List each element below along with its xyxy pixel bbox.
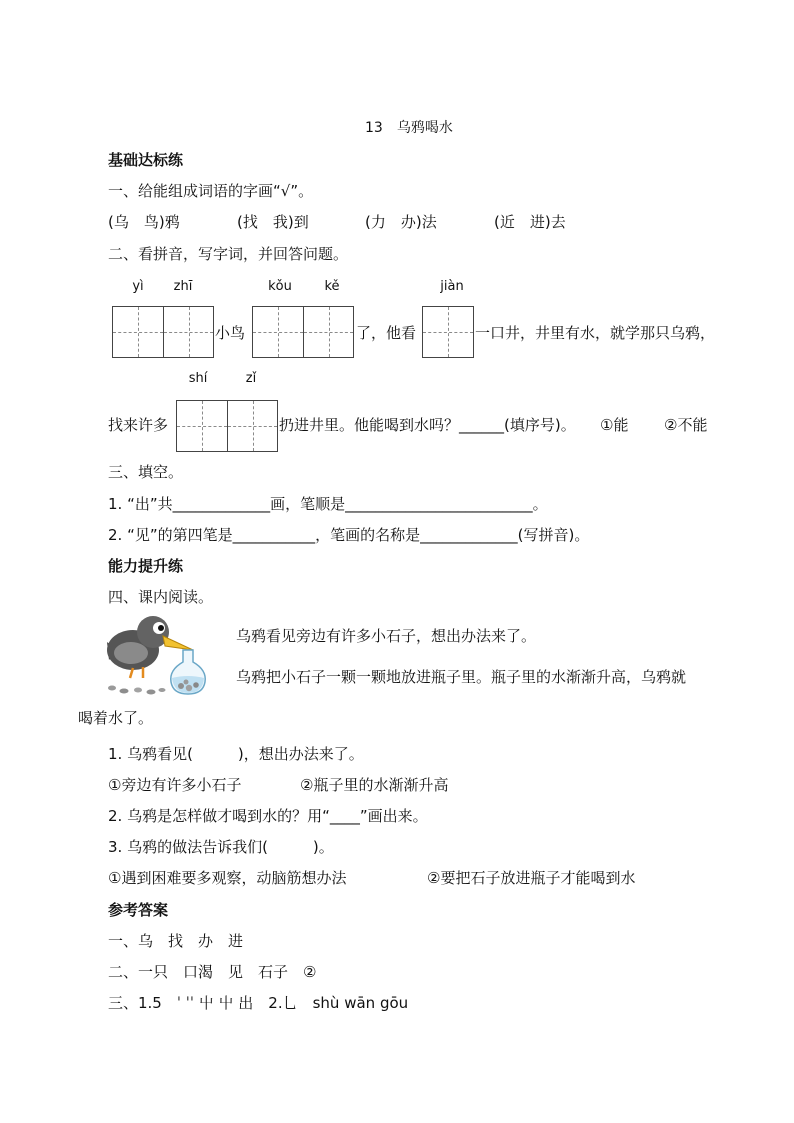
- pinyin-label: kǒu: [268, 279, 292, 294]
- q1-option: (力 办)法: [365, 213, 437, 231]
- basic-section-heading: 基础达标练: [108, 151, 184, 169]
- q2-choice: ②不能: [664, 416, 708, 434]
- q4-question-stem: 2. 乌鸦是怎样做才喝到水的？用“____”画出来。: [108, 807, 428, 825]
- pinyin-label: zhī: [173, 279, 193, 294]
- q3-item: 1. “出”共_____________画，笔顺是_________________________。: [108, 495, 548, 513]
- grid-cell[interactable]: [227, 401, 277, 451]
- q2-choice: ①能: [600, 416, 629, 434]
- grid-cell[interactable]: [253, 307, 303, 357]
- worksheet-title: 13 乌鸦喝水: [365, 120, 453, 136]
- pinyin-label: jiàn: [440, 279, 464, 294]
- q2-line1-text: 小鸟: [215, 324, 246, 342]
- ground-pebbles: [108, 686, 166, 695]
- q1-option: (近 进)去: [494, 213, 566, 231]
- q2-line1-text: 一口井，井里有水，就学那只乌鸦，: [475, 324, 716, 342]
- writing-grid[interactable]: [176, 400, 278, 452]
- q2-line1-text: 了，他看: [356, 324, 417, 342]
- q1-prompt: 一、给能组成词语的字画“√”。: [108, 182, 314, 200]
- pinyin-label: kě: [324, 279, 340, 294]
- q4-prompt: 四、课内阅读。: [108, 588, 214, 606]
- crow-illustration: [103, 612, 218, 696]
- answers-heading: 参考答案: [108, 901, 169, 919]
- ability-section-heading: 能力提升练: [108, 557, 184, 575]
- pinyin-label: zǐ: [245, 371, 257, 386]
- q1-option: (找 我)到: [237, 213, 309, 231]
- passage-line: 乌鸦看见旁边有许多小石子，想出办法来了。: [236, 627, 537, 645]
- answer-line: 二、一只 口渴 见 石子 ②: [108, 963, 317, 981]
- q4-option: ①遇到困难要多观察，动脑筋想办法: [108, 869, 347, 887]
- grid-cell[interactable]: [177, 401, 227, 451]
- grid-cell[interactable]: [423, 307, 473, 357]
- q2-prompt: 二、看拼音，写字词，并回答问题。: [108, 245, 349, 263]
- passage-line: 乌鸦把小石子一颗一颗地放进瓶子里。瓶子里的水渐渐升高，乌鸦就: [236, 668, 687, 686]
- q3-prompt: 三、填空。: [108, 463, 184, 481]
- q4-option: ①旁边有许多小石子: [108, 776, 242, 794]
- q4-option: ②瓶子里的水渐渐升高: [300, 776, 449, 794]
- q4-option: ②要把石子放进瓶子才能喝到水: [427, 869, 636, 887]
- writing-grid[interactable]: [252, 306, 354, 358]
- q2-line2-text: 找来许多: [108, 416, 169, 434]
- grid-cell[interactable]: [113, 307, 163, 357]
- passage-line: 喝着水了。: [78, 709, 154, 727]
- glass-bottle: [171, 650, 206, 694]
- writing-grid[interactable]: [112, 306, 214, 358]
- pinyin-label: yì: [132, 279, 144, 294]
- pinyin-label: shí: [188, 371, 208, 386]
- q4-question-stem: 3. 乌鸦的做法告诉我们( )。: [108, 838, 334, 856]
- q3-item: 2. “见”的第四笔是___________，笔画的名称是_____________(写拼音)。: [108, 526, 590, 544]
- answer-line: 三、1.5 ˈ ˈˈ 屮 屮 出 2.乚 shù wān gōu: [108, 994, 409, 1012]
- q1-option: (乌 鸟)鸦: [108, 213, 180, 231]
- writing-grid[interactable]: [422, 306, 474, 358]
- grid-cell[interactable]: [303, 307, 353, 357]
- q4-question-stem: 1. 乌鸦看见( )，想出办法来了。: [108, 745, 364, 763]
- q2-line2-text: 扔进井里。他能喝到水吗？______(填序号)。: [279, 416, 576, 434]
- grid-cell[interactable]: [163, 307, 213, 357]
- answer-line: 一、乌 找 办 进: [108, 932, 244, 950]
